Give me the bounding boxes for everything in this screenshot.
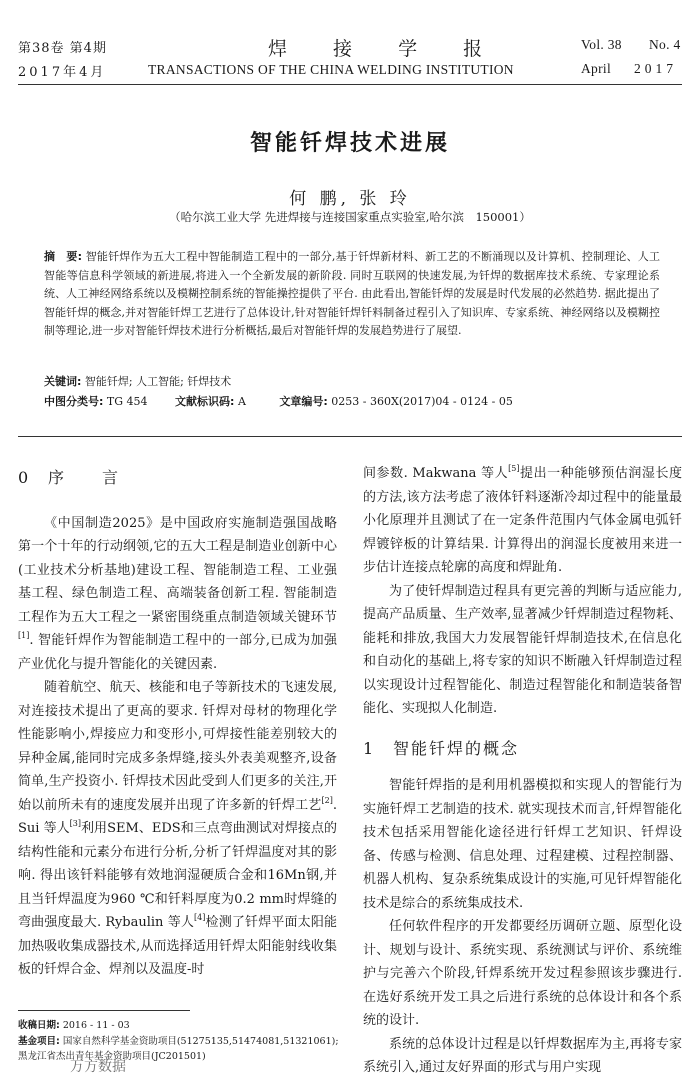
paper-title: 智能钎焊技术进展 [249,131,450,156]
section-0-number: 0 [18,468,31,487]
citation: [1] [18,631,30,640]
keywords-label: 关键词: [44,375,82,388]
header-vol-en: Vol. 38 [581,37,622,52]
doc-code-value: A [237,395,246,408]
header-month-en: April [581,61,611,76]
article-number-label: 文章编号: [279,395,328,408]
section-0-heading [18,466,337,490]
paper-affiliation: （哈尔滨工业大学 先进焊接与连接国家重点实验室,哈尔滨 150001） [169,210,531,224]
header-year-en: 2017 [634,61,677,76]
doc-code-label: 文献标识码: [175,395,235,408]
footnote-received: 收稿日期: 2016 - 11 - 03 [18,1020,130,1031]
citation: [3] [69,819,81,828]
article-number-value: 0253 - 360X(2017)04 - 0124 - 05 [331,395,513,408]
paragraph: 智能钎焊指的是利用机器模拟和实现人的智能行为实施钎焊工艺制造的技术. 就实现技术而言,钎焊智能化技术包括采用智能化途径进行钎焊工艺知识、钎焊设备、传感与检测、信息处理、过程建模、过程控制器、机器人机构、复杂系统集成设计的实施,可见钎焊智能化技术是综合的系统集成技术. [363,778,682,911]
paper-authors: 何 鹏, 张 玲 [289,189,411,209]
left-column [18,466,337,982]
paragraph: 任何软件程序的开发都要经历调研立题、原型化设计、规划与设计、系统实现、系统测试与评价、系统维护与完善六个阶段,钎焊系统开发过程参照该步骤进行. 在选好系统开发工具之后进行系统的总体设计和各个系统的设计. [363,919,682,1028]
right-column [363,462,682,1080]
footnote-rule [18,1010,190,1011]
header-rule [18,84,682,85]
keywords [44,373,231,389]
section-1-number: 1 [363,738,376,758]
header-date-cn: 2017年4月 [18,65,107,80]
watermark-logo: 万方数据 [70,1059,126,1075]
header-volume-cn: 第38卷 第4期 [18,41,107,56]
section-1-title: 智能钎焊的概念 [393,738,520,758]
abstract-text: 智能钎焊作为五大工程中智能制造工程中的一部分,基于钎焊新材料、新工艺的不断涌现以及计算机、控制理论、人工智能等信息科学领域的新进展,将进入一个全新发展的新阶段. 同时互联网的快速发展,为钎焊的数据库技术系统、专家理论系统、人工神经网络系统以及模糊控制系统的智能操控提供了平台. 由此看出,智能钎焊的发展是时代发展的必然趋势. 据此提出了智能钎焊的概念,并对智能钎焊工艺进行了总体设计,针对智能钎焊钎料制备过程引入了知识库、专家系统、神经网络以及模糊控制等理论,进一步对智能钎焊技术进行分析概括,最后对智能钎焊的发展趋势进行了展望. [44,250,661,337]
header-journal-cn: 焊 接 学 报 [268,38,503,60]
classification-line [44,393,513,409]
abstract-rule [18,436,682,437]
clc-label: 中图分类号: [44,395,104,408]
header-journal-en: TRANSACTIONS OF THE CHINA WELDING INSTITUTION [148,62,514,77]
footnote-fund: 基金项目: 国家自然科学基金资助项目(51275135,51474081,51321061);黑龙江省杰出青年基金资助项目(JC201501) [18,1036,339,1062]
paragraph: 间参数. Makwana 等人[5]提出一种能够预估润湿长度的方法,该方法考虑了液体钎料逐渐冷却过程中的能量最小化原理并且测试了在一定条件范围内气体金属电弧钎焊镀锌板的计算结果. 计算得出的润湿长度被用来进一步估计连接点轮廓的高度和焊趾角. [363,464,682,575]
paragraph: 随着航空、航天、核能和电子等新技术的飞速发展,对连接技术提出了更高的要求. 钎焊对母材的物理化学性能影响小,焊接应力和变形小,可焊接性能差别较大的异种金属,能同时完成多条焊缝,接头外表美观整齐,设备简单,生产投资小. 钎焊技术因此受到人们更多的关注,开始以前所未有的速度发展并出现了许多新的钎焊工艺[2]. Sui 等人[3]利用SEM、EDS和三点弯曲测试对焊接点的结构性能和元素分布进行分析,分析了钎焊温度对其的影响. 得出该钎料能够有效地润湿硬质合金和16Mn钢,并且当钎焊温度为960 ℃和钎料厚度为0.2 mm时焊缝的弯曲强度最大. Rybaulin 等人[4]检测了钎焊平面太阳能加热吸收集成器技术,从而选择适用钎焊太阳能射线收集板的钎焊合金、焊剂以及温度-时 [18,680,337,977]
section-0-title: 序 言 [48,468,121,487]
paragraph: 《中国制造2025》是中国政府实施制造强国战略第一个十年的行动纲领,它的五大工程是制造业创新中心(工业技术分析基地)建设工程、智能制造工程、工业强基工程、绿色制造工程、高端装备创新工程. 智能制造工程作为五大工程之一紧密围绕重点制造领域关键环节[1]. 智能钎焊作为智能制造工程中的一部分,已成为加强产业优化与提升智能化的关键因素. [18,515,337,672]
abstract [44,248,660,341]
paragraph: 系统的总体设计过程是以钎焊数据库为主,再将专家系统引入,通过友好界面的形式与用户实现 [363,1036,682,1075]
header-no-en: No. 4 [649,37,681,52]
keywords-text: 智能钎焊; 人工智能; 钎焊技术 [84,375,232,388]
citation: [4] [194,913,206,922]
paragraph: 为了使钎焊制造过程具有更完善的判断与适应能力,提高产品质量、生产效率,显著减少钎焊制造过程物耗、能耗和排放,我国大力发展智能钎焊制造技术,在信息化和自动化的基础上,将专家的知识不断融入钎焊制造过程以实现设计过程智能化、制造过程智能化和制造装备智能化、实现拟人化制造. [363,583,682,716]
clc-value: TG 454 [106,395,148,408]
abstract-label: 摘 要: [44,250,82,263]
citation: [2] [321,795,333,805]
citation: [5] [508,464,520,473]
section-1-heading [363,737,682,761]
